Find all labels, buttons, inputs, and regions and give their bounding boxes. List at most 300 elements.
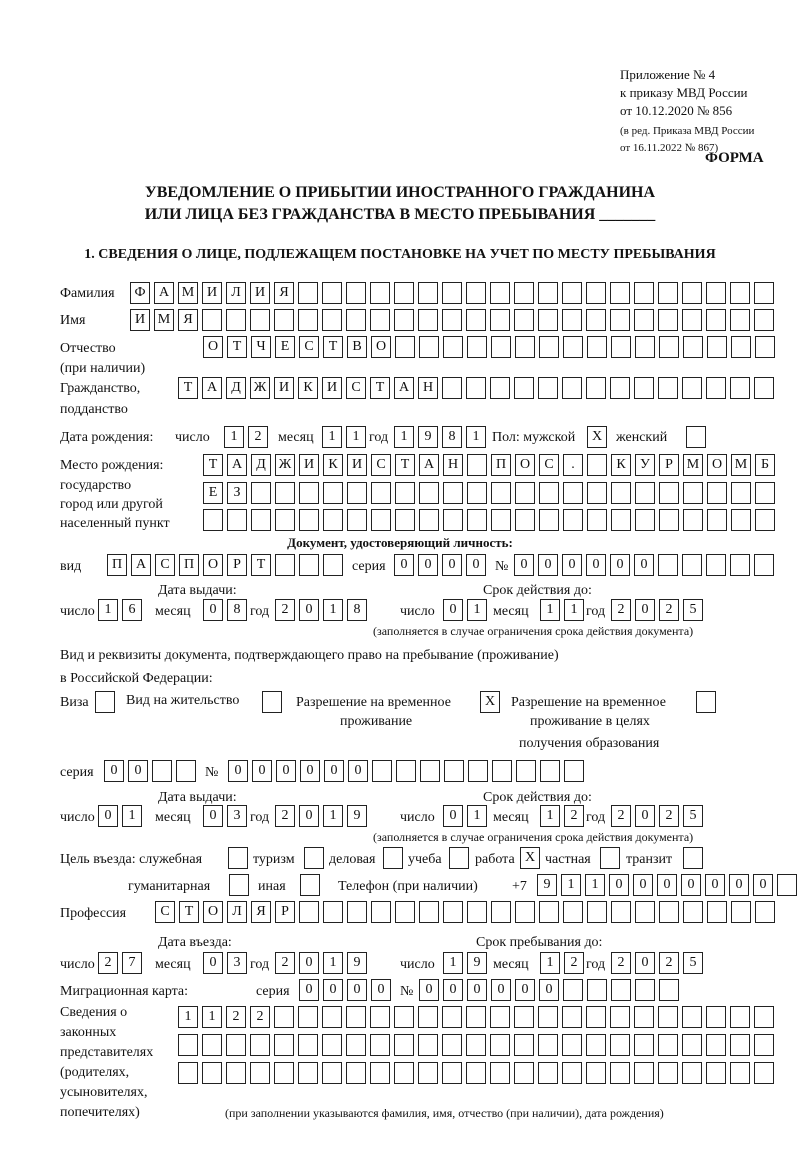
- char-box-birth-place-1[interactable]: К: [323, 454, 343, 476]
- char-box-name[interactable]: [514, 309, 534, 331]
- char-box-reps-3[interactable]: [250, 1062, 270, 1084]
- char-box-patronymic[interactable]: В: [347, 336, 367, 358]
- checkbox-p-humanitarian[interactable]: [229, 874, 249, 896]
- char-box-reps-2[interactable]: [754, 1034, 774, 1056]
- char-box-patronymic[interactable]: Т: [227, 336, 247, 358]
- char-box-name[interactable]: [682, 309, 702, 331]
- char-box-rd-number[interactable]: [372, 760, 392, 782]
- char-box-doc-number[interactable]: 0: [514, 554, 534, 576]
- char-box-patronymic[interactable]: [635, 336, 655, 358]
- char-box-reps-3[interactable]: [730, 1062, 750, 1084]
- char-box-name[interactable]: [202, 309, 222, 331]
- char-box-birth-place-2[interactable]: [731, 482, 751, 504]
- char-box-stay-year[interactable]: 5: [683, 952, 703, 974]
- char-box-doc-valid-day[interactable]: 1: [467, 599, 487, 621]
- char-box-reps-3[interactable]: [586, 1062, 606, 1084]
- char-box-entry-day[interactable]: 7: [122, 952, 142, 974]
- char-box-profession[interactable]: [563, 901, 583, 923]
- checkbox-p-official[interactable]: [228, 847, 248, 869]
- char-box-profession[interactable]: [755, 901, 775, 923]
- char-box-citizenship[interactable]: [730, 377, 750, 399]
- char-box-birth-place-2[interactable]: [419, 482, 439, 504]
- char-box-birth-place-2[interactable]: [755, 482, 775, 504]
- char-box-phone[interactable]: 0: [657, 874, 677, 896]
- char-box-surname[interactable]: [730, 282, 750, 304]
- char-box-reps-2[interactable]: [178, 1034, 198, 1056]
- char-box-birth-place-2[interactable]: [299, 482, 319, 504]
- char-box-birth-place-2[interactable]: [323, 482, 343, 504]
- char-box-reps-2[interactable]: [658, 1034, 678, 1056]
- checkbox-sex-female[interactable]: [686, 426, 706, 448]
- char-box-citizenship[interactable]: Н: [418, 377, 438, 399]
- char-box-birth-year[interactable]: 9: [418, 426, 438, 448]
- char-box-mc-series[interactable]: 0: [371, 979, 391, 1001]
- char-box-birth-month[interactable]: 1: [346, 426, 366, 448]
- char-box-citizenship[interactable]: [658, 377, 678, 399]
- char-box-birth-place-3[interactable]: [419, 509, 439, 531]
- char-box-birth-year[interactable]: 1: [466, 426, 486, 448]
- char-box-name[interactable]: [226, 309, 246, 331]
- char-box-reps-3[interactable]: [514, 1062, 534, 1084]
- char-box-reps-2[interactable]: [226, 1034, 246, 1056]
- char-box-rd-issue-day[interactable]: 0: [98, 805, 118, 827]
- checkbox-temp-res[interactable]: X: [480, 691, 500, 713]
- char-box-citizenship[interactable]: Т: [178, 377, 198, 399]
- char-box-profession[interactable]: [731, 901, 751, 923]
- char-box-birth-place-2[interactable]: [707, 482, 727, 504]
- char-box-birth-place-3[interactable]: [299, 509, 319, 531]
- char-box-patronymic[interactable]: С: [299, 336, 319, 358]
- char-box-doc-kind[interactable]: [299, 554, 319, 576]
- char-box-reps-1[interactable]: [586, 1006, 606, 1028]
- char-box-patronymic[interactable]: [467, 336, 487, 358]
- char-box-doc-number[interactable]: [682, 554, 702, 576]
- char-box-name[interactable]: Я: [178, 309, 198, 331]
- char-box-birth-place-2[interactable]: З: [227, 482, 247, 504]
- char-box-birth-place-2[interactable]: [467, 482, 487, 504]
- char-box-rd-number[interactable]: 0: [324, 760, 344, 782]
- checkbox-residence-permit[interactable]: [262, 691, 282, 713]
- char-box-surname[interactable]: [586, 282, 606, 304]
- char-box-rd-number[interactable]: [444, 760, 464, 782]
- char-box-profession[interactable]: [707, 901, 727, 923]
- char-box-reps-2[interactable]: [490, 1034, 510, 1056]
- char-box-reps-2[interactable]: [706, 1034, 726, 1056]
- char-box-surname[interactable]: Л: [226, 282, 246, 304]
- checkbox-p-transit[interactable]: [683, 847, 703, 869]
- char-box-birth-place-1[interactable]: Р: [659, 454, 679, 476]
- char-box-reps-3[interactable]: [442, 1062, 462, 1084]
- char-box-entry-month[interactable]: 0: [203, 952, 223, 974]
- char-box-citizenship[interactable]: А: [394, 377, 414, 399]
- checkbox-sex-male[interactable]: X: [587, 426, 607, 448]
- char-box-entry-year[interactable]: 1: [323, 952, 343, 974]
- char-box-rd-issue-year[interactable]: 0: [299, 805, 319, 827]
- char-box-surname[interactable]: [562, 282, 582, 304]
- char-box-birth-place-1[interactable]: М: [683, 454, 703, 476]
- char-box-reps-1[interactable]: [298, 1006, 318, 1028]
- char-box-doc-kind[interactable]: [275, 554, 295, 576]
- char-box-reps-3[interactable]: [202, 1062, 222, 1084]
- char-box-birth-place-1[interactable]: .: [563, 454, 583, 476]
- char-box-reps-2[interactable]: [610, 1034, 630, 1056]
- char-box-birth-place-2[interactable]: [563, 482, 583, 504]
- char-box-birth-place-1[interactable]: Д: [251, 454, 271, 476]
- char-box-rd-issue-month[interactable]: 3: [227, 805, 247, 827]
- char-box-rd-number[interactable]: [396, 760, 416, 782]
- char-box-name[interactable]: [754, 309, 774, 331]
- char-box-birth-place-1[interactable]: С: [371, 454, 391, 476]
- char-box-patronymic[interactable]: О: [371, 336, 391, 358]
- char-box-doc-kind[interactable]: О: [203, 554, 223, 576]
- char-box-stay-year[interactable]: 0: [635, 952, 655, 974]
- char-box-surname[interactable]: [610, 282, 630, 304]
- char-box-reps-3[interactable]: [562, 1062, 582, 1084]
- char-box-doc-valid-year[interactable]: 5: [683, 599, 703, 621]
- char-box-reps-2[interactable]: [634, 1034, 654, 1056]
- char-box-reps-3[interactable]: [346, 1062, 366, 1084]
- char-box-birth-year[interactable]: 8: [442, 426, 462, 448]
- char-box-doc-number[interactable]: 0: [610, 554, 630, 576]
- char-box-reps-1[interactable]: [274, 1006, 294, 1028]
- char-box-mc-number[interactable]: [635, 979, 655, 1001]
- char-box-reps-2[interactable]: [202, 1034, 222, 1056]
- char-box-doc-series[interactable]: 0: [442, 554, 462, 576]
- char-box-reps-3[interactable]: [298, 1062, 318, 1084]
- char-box-reps-1[interactable]: [754, 1006, 774, 1028]
- char-box-stay-month[interactable]: 1: [540, 952, 560, 974]
- char-box-patronymic[interactable]: Ч: [251, 336, 271, 358]
- char-box-birth-day[interactable]: 1: [224, 426, 244, 448]
- char-box-mc-number[interactable]: [563, 979, 583, 1001]
- char-box-profession[interactable]: [539, 901, 559, 923]
- char-box-reps-1[interactable]: [322, 1006, 342, 1028]
- char-box-birth-place-3[interactable]: [563, 509, 583, 531]
- char-box-reps-3[interactable]: [178, 1062, 198, 1084]
- char-box-profession[interactable]: Л: [227, 901, 247, 923]
- char-box-doc-number[interactable]: [658, 554, 678, 576]
- char-box-reps-3[interactable]: [226, 1062, 246, 1084]
- char-box-reps-2[interactable]: [586, 1034, 606, 1056]
- char-box-rd-valid-day[interactable]: 0: [443, 805, 463, 827]
- char-box-citizenship[interactable]: Ж: [250, 377, 270, 399]
- char-box-citizenship[interactable]: [562, 377, 582, 399]
- char-box-name[interactable]: [346, 309, 366, 331]
- char-box-reps-2[interactable]: [418, 1034, 438, 1056]
- char-box-birth-place-3[interactable]: [275, 509, 295, 531]
- char-box-reps-2[interactable]: [250, 1034, 270, 1056]
- char-box-birth-place-3[interactable]: [659, 509, 679, 531]
- char-box-rd-valid-year[interactable]: 2: [659, 805, 679, 827]
- char-box-rd-series[interactable]: 0: [128, 760, 148, 782]
- char-box-profession[interactable]: [515, 901, 535, 923]
- char-box-rd-issue-year[interactable]: 1: [323, 805, 343, 827]
- char-box-name[interactable]: [610, 309, 630, 331]
- char-box-birth-place-2[interactable]: [251, 482, 271, 504]
- char-box-patronymic[interactable]: [443, 336, 463, 358]
- char-box-name[interactable]: [490, 309, 510, 331]
- char-box-patronymic[interactable]: [707, 336, 727, 358]
- char-box-birth-place-1[interactable]: Ж: [275, 454, 295, 476]
- char-box-reps-2[interactable]: [682, 1034, 702, 1056]
- char-box-doc-series[interactable]: 0: [394, 554, 414, 576]
- char-box-phone[interactable]: 0: [705, 874, 725, 896]
- char-box-doc-valid-year[interactable]: 2: [611, 599, 631, 621]
- char-box-doc-number[interactable]: 0: [538, 554, 558, 576]
- char-box-name[interactable]: И: [130, 309, 150, 331]
- char-box-citizenship[interactable]: [586, 377, 606, 399]
- char-box-patronymic[interactable]: [587, 336, 607, 358]
- char-box-reps-1[interactable]: [442, 1006, 462, 1028]
- char-box-doc-kind[interactable]: Т: [251, 554, 271, 576]
- char-box-birth-place-2[interactable]: Е: [203, 482, 223, 504]
- char-box-surname[interactable]: [298, 282, 318, 304]
- checkbox-p-work[interactable]: X: [520, 847, 540, 869]
- char-box-birth-place-3[interactable]: [755, 509, 775, 531]
- char-box-birth-place-1[interactable]: С: [539, 454, 559, 476]
- char-box-birth-place-3[interactable]: [539, 509, 559, 531]
- char-box-name[interactable]: [706, 309, 726, 331]
- char-box-birth-place-3[interactable]: [323, 509, 343, 531]
- char-box-reps-1[interactable]: 1: [202, 1006, 222, 1028]
- char-box-phone[interactable]: 0: [681, 874, 701, 896]
- char-box-rd-issue-month[interactable]: 0: [203, 805, 223, 827]
- char-box-birth-place-3[interactable]: [635, 509, 655, 531]
- char-box-mc-number[interactable]: [587, 979, 607, 1001]
- char-box-doc-kind[interactable]: [323, 554, 343, 576]
- char-box-name[interactable]: [370, 309, 390, 331]
- char-box-reps-3[interactable]: [610, 1062, 630, 1084]
- char-box-phone[interactable]: 9: [537, 874, 557, 896]
- char-box-birth-place-1[interactable]: Т: [203, 454, 223, 476]
- char-box-reps-1[interactable]: [346, 1006, 366, 1028]
- char-box-rd-number[interactable]: 0: [252, 760, 272, 782]
- char-box-patronymic[interactable]: [611, 336, 631, 358]
- char-box-reps-1[interactable]: [514, 1006, 534, 1028]
- char-box-doc-valid-month[interactable]: 1: [540, 599, 560, 621]
- char-box-profession[interactable]: [347, 901, 367, 923]
- char-box-profession[interactable]: [323, 901, 343, 923]
- char-box-doc-issue-year[interactable]: 8: [347, 599, 367, 621]
- char-box-rd-number[interactable]: [564, 760, 584, 782]
- char-box-reps-1[interactable]: [370, 1006, 390, 1028]
- char-box-name[interactable]: [658, 309, 678, 331]
- char-box-entry-year[interactable]: 0: [299, 952, 319, 974]
- char-box-profession[interactable]: [467, 901, 487, 923]
- char-box-patronymic[interactable]: [683, 336, 703, 358]
- char-box-birth-place-1[interactable]: Н: [443, 454, 463, 476]
- char-box-patronymic[interactable]: [755, 336, 775, 358]
- char-box-mc-number[interactable]: 0: [419, 979, 439, 1001]
- char-box-reps-1[interactable]: [610, 1006, 630, 1028]
- char-box-doc-kind[interactable]: А: [131, 554, 151, 576]
- char-box-doc-kind[interactable]: С: [155, 554, 175, 576]
- char-box-mc-number[interactable]: 0: [467, 979, 487, 1001]
- checkbox-p-other[interactable]: [300, 874, 320, 896]
- char-box-mc-series[interactable]: 0: [299, 979, 319, 1001]
- char-box-mc-number[interactable]: [611, 979, 631, 1001]
- char-box-birth-place-3[interactable]: [227, 509, 247, 531]
- char-box-rd-valid-month[interactable]: 1: [540, 805, 560, 827]
- char-box-doc-series[interactable]: 0: [418, 554, 438, 576]
- char-box-profession[interactable]: [371, 901, 391, 923]
- char-box-patronymic[interactable]: [731, 336, 751, 358]
- char-box-rd-series[interactable]: [176, 760, 196, 782]
- char-box-reps-2[interactable]: [466, 1034, 486, 1056]
- char-box-stay-year[interactable]: 2: [611, 952, 631, 974]
- char-box-reps-1[interactable]: [466, 1006, 486, 1028]
- char-box-mc-series[interactable]: 0: [323, 979, 343, 1001]
- char-box-birth-place-1[interactable]: [467, 454, 487, 476]
- char-box-rd-number[interactable]: [540, 760, 560, 782]
- char-box-rd-number[interactable]: 0: [276, 760, 296, 782]
- char-box-birth-place-2[interactable]: [347, 482, 367, 504]
- char-box-doc-number[interactable]: 0: [586, 554, 606, 576]
- char-box-reps-3[interactable]: [490, 1062, 510, 1084]
- char-box-birth-place-2[interactable]: [635, 482, 655, 504]
- char-box-name[interactable]: [298, 309, 318, 331]
- char-box-surname[interactable]: [490, 282, 510, 304]
- char-box-rd-number[interactable]: [420, 760, 440, 782]
- char-box-mc-number[interactable]: 0: [515, 979, 535, 1001]
- char-box-birth-place-3[interactable]: [251, 509, 271, 531]
- char-box-surname[interactable]: Я: [274, 282, 294, 304]
- char-box-birth-place-2[interactable]: [371, 482, 391, 504]
- char-box-doc-valid-year[interactable]: 0: [635, 599, 655, 621]
- char-box-reps-3[interactable]: [754, 1062, 774, 1084]
- char-box-surname[interactable]: [658, 282, 678, 304]
- char-box-surname[interactable]: [754, 282, 774, 304]
- char-box-reps-1[interactable]: [658, 1006, 678, 1028]
- char-box-reps-2[interactable]: [538, 1034, 558, 1056]
- char-box-rd-valid-month[interactable]: 2: [564, 805, 584, 827]
- char-box-birth-place-3[interactable]: [443, 509, 463, 531]
- char-box-profession[interactable]: [491, 901, 511, 923]
- char-box-reps-1[interactable]: 2: [250, 1006, 270, 1028]
- char-box-name[interactable]: [274, 309, 294, 331]
- char-box-surname[interactable]: [322, 282, 342, 304]
- char-box-reps-2[interactable]: [562, 1034, 582, 1056]
- char-box-birth-year[interactable]: 1: [394, 426, 414, 448]
- char-box-reps-2[interactable]: [442, 1034, 462, 1056]
- char-box-reps-1[interactable]: [706, 1006, 726, 1028]
- char-box-citizenship[interactable]: И: [274, 377, 294, 399]
- char-box-birth-place-3[interactable]: [515, 509, 535, 531]
- char-box-phone[interactable]: 0: [633, 874, 653, 896]
- char-box-surname[interactable]: [442, 282, 462, 304]
- checkbox-p-study[interactable]: [449, 847, 469, 869]
- char-box-doc-issue-day[interactable]: 6: [122, 599, 142, 621]
- char-box-profession[interactable]: [683, 901, 703, 923]
- char-box-rd-issue-day[interactable]: 1: [122, 805, 142, 827]
- char-box-profession[interactable]: [395, 901, 415, 923]
- char-box-name[interactable]: М: [154, 309, 174, 331]
- char-box-doc-issue-year[interactable]: 2: [275, 599, 295, 621]
- char-box-birth-place-3[interactable]: [491, 509, 511, 531]
- char-box-rd-valid-year[interactable]: 2: [611, 805, 631, 827]
- char-box-profession[interactable]: Я: [251, 901, 271, 923]
- char-box-patronymic[interactable]: [539, 336, 559, 358]
- char-box-reps-1[interactable]: 1: [178, 1006, 198, 1028]
- char-box-reps-3[interactable]: [538, 1062, 558, 1084]
- char-box-rd-valid-year[interactable]: 5: [683, 805, 703, 827]
- char-box-stay-day[interactable]: 1: [443, 952, 463, 974]
- char-box-profession[interactable]: [611, 901, 631, 923]
- char-box-birth-day[interactable]: 2: [248, 426, 268, 448]
- char-box-doc-number[interactable]: [706, 554, 726, 576]
- char-box-surname[interactable]: И: [250, 282, 270, 304]
- char-box-phone[interactable]: 0: [609, 874, 629, 896]
- char-box-reps-2[interactable]: [514, 1034, 534, 1056]
- char-box-mc-number[interactable]: 0: [539, 979, 559, 1001]
- char-box-surname[interactable]: [634, 282, 654, 304]
- char-box-mc-number[interactable]: 0: [443, 979, 463, 1001]
- char-box-surname[interactable]: [538, 282, 558, 304]
- char-box-patronymic[interactable]: [491, 336, 511, 358]
- char-box-reps-1[interactable]: [730, 1006, 750, 1028]
- char-box-birth-place-1[interactable]: Т: [395, 454, 415, 476]
- char-box-phone[interactable]: 0: [729, 874, 749, 896]
- char-box-citizenship[interactable]: [466, 377, 486, 399]
- char-box-rd-number[interactable]: 0: [300, 760, 320, 782]
- char-box-citizenship[interactable]: А: [202, 377, 222, 399]
- char-box-rd-number[interactable]: [516, 760, 536, 782]
- char-box-birth-place-2[interactable]: [539, 482, 559, 504]
- char-box-doc-kind[interactable]: П: [179, 554, 199, 576]
- char-box-doc-series[interactable]: 0: [466, 554, 486, 576]
- char-box-reps-2[interactable]: [322, 1034, 342, 1056]
- char-box-surname[interactable]: [706, 282, 726, 304]
- char-box-patronymic[interactable]: [395, 336, 415, 358]
- char-box-rd-number[interactable]: [468, 760, 488, 782]
- char-box-surname[interactable]: [370, 282, 390, 304]
- char-box-doc-valid-month[interactable]: 1: [564, 599, 584, 621]
- char-box-profession[interactable]: [659, 901, 679, 923]
- char-box-birth-place-3[interactable]: [587, 509, 607, 531]
- char-box-doc-issue-year[interactable]: 1: [323, 599, 343, 621]
- char-box-surname[interactable]: И: [202, 282, 222, 304]
- char-box-reps-3[interactable]: [634, 1062, 654, 1084]
- char-box-reps-1[interactable]: [490, 1006, 510, 1028]
- char-box-doc-valid-day[interactable]: 0: [443, 599, 463, 621]
- char-box-rd-issue-year[interactable]: 9: [347, 805, 367, 827]
- char-box-citizenship[interactable]: [490, 377, 510, 399]
- char-box-surname[interactable]: [418, 282, 438, 304]
- char-box-patronymic[interactable]: [515, 336, 535, 358]
- char-box-name[interactable]: [634, 309, 654, 331]
- char-box-birth-place-2[interactable]: [491, 482, 511, 504]
- char-box-citizenship[interactable]: [514, 377, 534, 399]
- char-box-name[interactable]: [394, 309, 414, 331]
- char-box-birth-place-1[interactable]: У: [635, 454, 655, 476]
- char-box-reps-1[interactable]: [682, 1006, 702, 1028]
- char-box-citizenship[interactable]: С: [346, 377, 366, 399]
- char-box-citizenship[interactable]: Д: [226, 377, 246, 399]
- char-box-profession[interactable]: С: [155, 901, 175, 923]
- char-box-birth-place-3[interactable]: [371, 509, 391, 531]
- char-box-reps-1[interactable]: [418, 1006, 438, 1028]
- char-box-reps-1[interactable]: 2: [226, 1006, 246, 1028]
- char-box-doc-valid-year[interactable]: 2: [659, 599, 679, 621]
- char-box-citizenship[interactable]: [538, 377, 558, 399]
- char-box-birth-place-1[interactable]: А: [227, 454, 247, 476]
- char-box-surname[interactable]: [682, 282, 702, 304]
- char-box-doc-kind[interactable]: П: [107, 554, 127, 576]
- char-box-citizenship[interactable]: Т: [370, 377, 390, 399]
- char-box-reps-3[interactable]: [706, 1062, 726, 1084]
- char-box-entry-year[interactable]: 2: [275, 952, 295, 974]
- char-box-reps-3[interactable]: [322, 1062, 342, 1084]
